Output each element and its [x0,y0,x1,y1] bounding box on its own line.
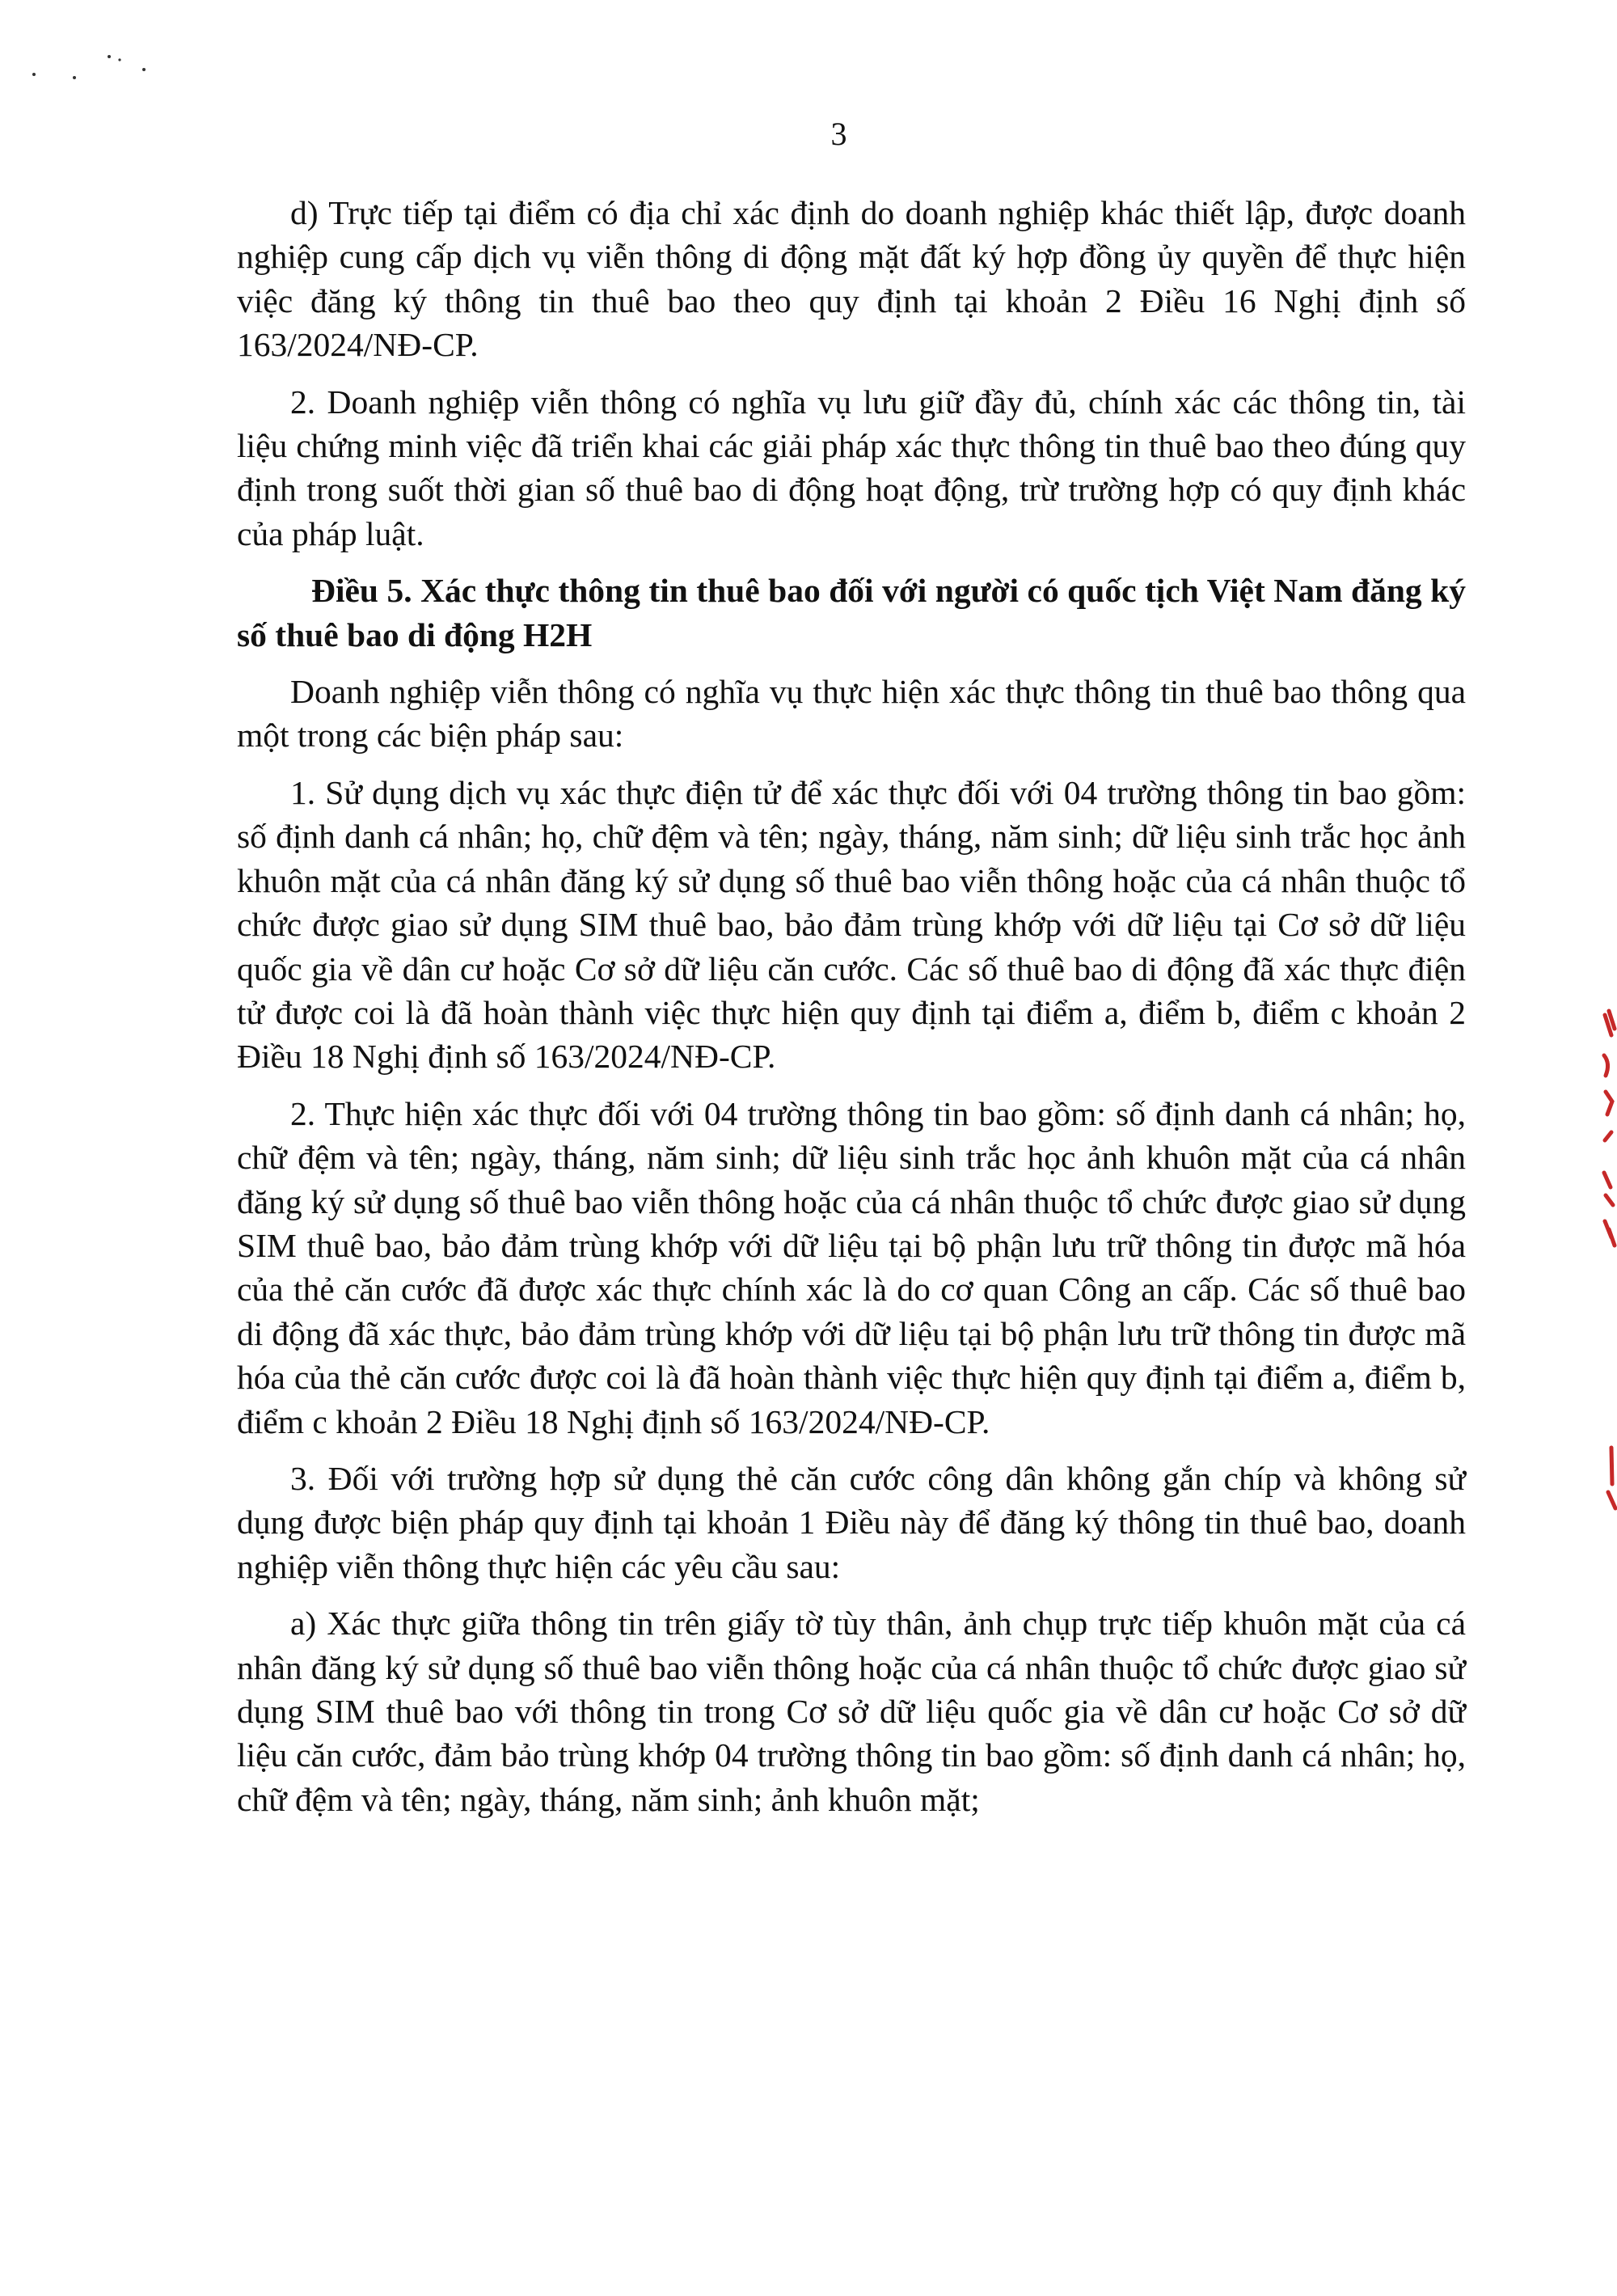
paragraph-clause-2: 2. Doanh nghiệp viễn thông có nghĩa vụ lưu giữ đầy đủ, chính xác các thông tin, tài liệu chứng minh việc đã triển khai các giải pháp xác thực thông tin thuê bao theo đúng quy định trong suốt thời gian số thuê bao di động hoạt động, trừ trường hợp có quy định khác của pháp luật. [237,383,1466,552]
article-5-clause-1: 1. Sử dụng dịch vụ xác thực điện tử để xác thực đối với 04 trường thông tin bao gồm: số định danh cá nhân; họ, chữ đệm và tên; ngày, tháng, năm sinh; dữ liệu sinh trắc học ảnh khuôn mặt của cá nhân đăng ký sử dụng số thuê bao viễn thông hoặc của cá nhân thuộc tổ chức được giao sử dụng SIM thuê bao, bảo đảm trùng khớp với dữ liệu tại Cơ sở dữ liệu quốc gia về dân cư hoặc Cơ sở dữ liệu căn cước. Các số thuê bao di động đã xác thực điện tử được coi là đã hoàn thành việc thực hiện quy định tại điểm a, điểm b, điểm c khoản 2 Điều 18 Nghị định số 163/2024/NĐ-CP. [237,773,1466,1076]
document-body [237,191,1466,1834]
article-5-heading: Điều 5. Xác thực thông tin thuê bao đối với người có quốc tịch Việt Nam đăng ký số thuê bao di động H2H [237,572,1466,653]
page-number: 3 [830,116,847,152]
paragraph-point-d: d) Trực tiếp tại điểm có địa chỉ xác định do doanh nghiệp khác thiết lập, được doanh nghiệp cung cấp dịch vụ viễn thông di động mặt đất ký hợp đồng ủy quyền để thực hiện việc đăng ký thông tin thuê bao theo quy định tại khoản 2 Điều 16 Nghị định số 163/2024/NĐ-CP. [237,194,1466,364]
article-5-clause-2: 2. Thực hiện xác thực đối với 04 trường thông tin bao gồm: số định danh cá nhân; họ, chữ đệm và tên; ngày, tháng, năm sinh; dữ liệu sinh trắc học ảnh khuôn mặt của cá nhân đăng ký sử dụng số thuê bao viễn thông hoặc của cá nhân thuộc tổ chức được giao sử dụng SIM thuê bao, bảo đảm trùng khớp với dữ liệu tại bộ phận lưu trữ thông tin được mã hóa của thẻ căn cước đã được xác thực chính xác là do cơ quan Công an cấp. Các số thuê bao di động đã xác thực, bảo đảm trùng khớp với dữ liệu tại bộ phận lưu trữ thông tin được mã hóa của thẻ căn cước được coi là đã hoàn thành việc thực hiện quy định tại điểm a, điểm b, điểm c khoản 2 Điều 18 Nghị định số 163/2024/NĐ-CP. [237,1094,1466,1440]
article-5-clause-3-point-a: a) Xác thực giữa thông tin trên giấy tờ tùy thân, ảnh chụp trực tiếp khuôn mặt của cá nhân đăng ký sử dụng số thuê bao viễn thông hoặc của cá nhân thuộc tổ chức được giao sử dụng SIM thuê bao với thông tin trong Cơ sở dữ liệu quốc gia về dân cư hoặc Cơ sở dữ liệu căn cước, đảm bảo trùng khớp 04 trường thông tin bao gồm: số định danh cá nhân; họ, chữ đệm và tên; ngày, tháng, năm sinh; ảnh khuôn mặt; [237,1605,1466,1818]
article-5-intro: Doanh nghiệp viễn thông có nghĩa vụ thực hiện xác thực thông tin thuê bao thông qua một trong các biện pháp sau: [237,673,1466,755]
article-5-clause-3: 3. Đối với trường hợp sử dụng thẻ căn cước công dân không gắn chíp và không sử dụng được biện pháp quy định tại khoản 1 Điều này để đăng ký thông tin thuê bao, doanh nghiệp viễn thông thực hiện các yêu cầu sau: [237,1459,1466,1585]
top-left-specks [32,55,146,79]
red-seal-edge-marks [1604,1011,1615,1508]
